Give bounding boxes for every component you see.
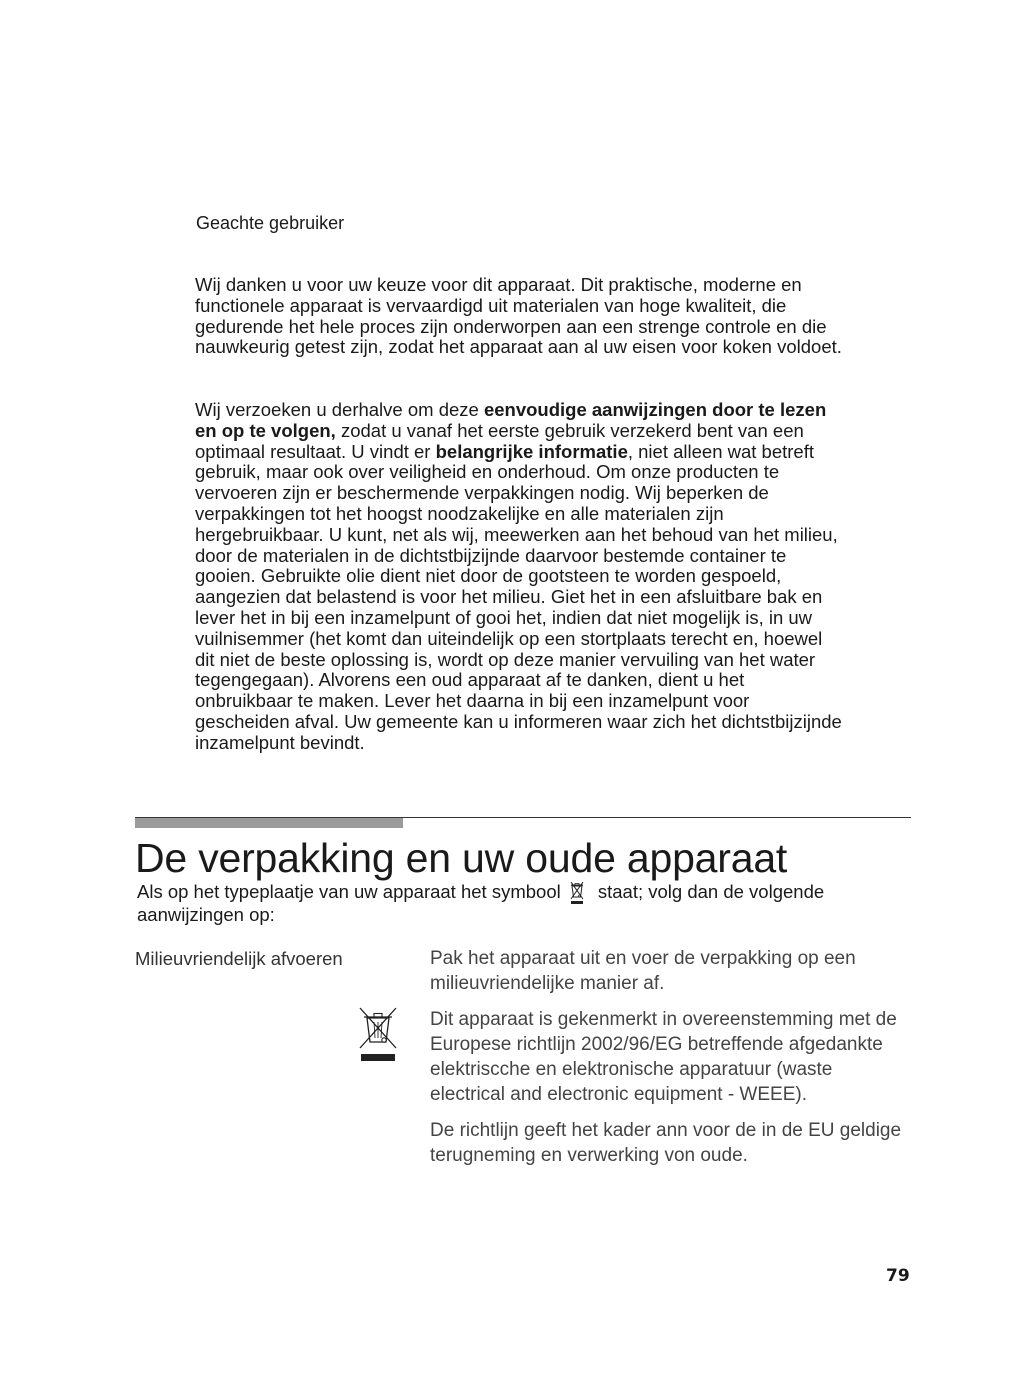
intro-paragraph-2-text: , niet alleen wat betreft gebruik, maar ook over veiligheid en onderhoud. Om onze producten te vervoeren zijn er beschermende verpakkingen nodig. Wij beperken de verpakkingen tot het hoogst noodzakelijke en alle materialen zijn hergebruikbaar. U kunt, net als wij, meewerken aan het behoud van het milieu, door de materialen in de dichtstbijzijnde daarvoor bestemde container te gooien. Gebruikte olie dient niet door de gootsteen te worden gespoeld, aangezien dat belastend is voor het milieu. Giet het in een afsluitbare bak en lever het in bij een inzamelpunt of gooi het, indien dat niet mogelijk is, in uw vuilnisemmer (het komt dan uiteindelijk op een stortplaats terecht en, hoewel dit niet de beste oplossing is, wordt op deze manier vervuiling van het water tegengegaan). Alvorens een oud apparaat af te danken, dient u het onbruikbaar te maken. Lever het daarna in bij een inzamelpunt voor gescheiden afval. Uw gemeente kan u informeren waar zich het dichtstbijzijnde inzamelpunt bevindt. (195, 440, 842, 753)
side-label: Milieuvriendelijk afvoeren (135, 948, 343, 969)
intro-paragraph-2 (195, 400, 845, 754)
intro-paragraph-2-emphasis-2: belangrijke informatie (435, 440, 628, 462)
intro-paragraph-2-text: Wij verzoeken u derhalve om deze (195, 399, 484, 420)
disposal-paragraph: Pak het apparaat uit en voer de verpakking op een milieuvriendelijke manier af. (430, 948, 856, 994)
section-intro-text: staat; volg dan de volgende aanwijzingen op: (137, 881, 825, 925)
section-intro (137, 880, 857, 925)
intro-paragraph-1: Wij danken u voor uw keuze voor dit apparaat. Dit praktische, moderne en functionele apparaat is vervaardigd uit materialen van hoge kwaliteit, die gedurende het hele proces zijn onderworpen aan een strenge controle en die nauwkeurig getest zijn, zodat het apparaat aan al uw eisen voor koken voldoet. (195, 274, 842, 358)
weee-crossed-bin-icon (562, 880, 592, 904)
section-heading: De verpakking en uw oude apparaat (135, 835, 788, 881)
weee-crossed-bin-icon (358, 1006, 398, 1062)
disposal-text (430, 946, 910, 1179)
section-divider-bar (135, 818, 403, 828)
intro-paragraph-2-text: zodat u vanaf het eerste gebruik verzekerd bent van een optimaal resultaat. U vindt er (195, 419, 804, 462)
intro-paragraph-2-emphasis-1: eenvoudige aanwijzingen door te lezen en op te volgen, (195, 399, 827, 441)
section-intro-text: Als op het typeplaatje van uw apparaat het symbool (137, 881, 561, 902)
disposal-paragraph: De richtlijn geeft het kader ann voor de in de EU geldige terugneming en verwerking von oude. (430, 1120, 902, 1166)
disposal-paragraph: Dit apparaat is gekenmerkt in overeenstemming met de Europese richtlijn 2002/96/EG betreffende afgedankte elektrisсche en elektronische apparatuur (waste electrical and electronic equipment - WEEE). (430, 1009, 897, 1105)
salutation: Geachte gebruiker (196, 213, 345, 233)
page-number: 79 (886, 1266, 910, 1286)
